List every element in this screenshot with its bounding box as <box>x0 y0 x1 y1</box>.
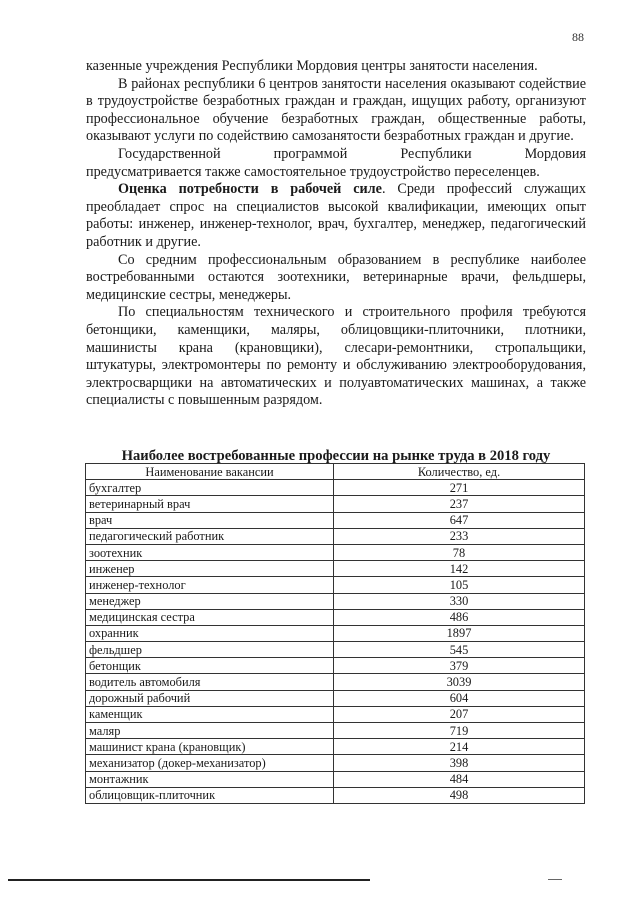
vacancy-quantity: 719 <box>334 723 585 739</box>
vacancy-quantity: 398 <box>334 755 585 771</box>
paragraph-3-line-1: Государственной программой Республики Мордовия <box>118 145 586 162</box>
vacancy-quantity: 484 <box>334 771 585 787</box>
vacancy-quantity: 647 <box>334 512 585 528</box>
vacancy-quantity: 486 <box>334 609 585 625</box>
table-row <box>86 739 585 755</box>
vacancy-name: менеджер <box>86 593 334 609</box>
paragraph-4-bold-lead: Оценка потребности в рабочей силе <box>118 181 382 198</box>
page-bottom-rule <box>8 879 370 881</box>
paragraph-4 <box>86 181 586 251</box>
table-row <box>86 771 585 787</box>
vacancy-quantity: 604 <box>334 690 585 706</box>
vacancy-name: каменщик <box>86 706 334 722</box>
table-row <box>86 658 585 674</box>
vacancy-quantity: 207 <box>334 706 585 722</box>
table-row <box>86 480 585 496</box>
vacancy-name: медицинская сестра <box>86 609 334 625</box>
vacancy-quantity: 498 <box>334 787 585 803</box>
vacancy-name: монтажник <box>86 771 334 787</box>
table-title: Наиболее востребованные профессии на рынке труда в 2018 году <box>121 448 551 464</box>
vacancy-quantity: 237 <box>334 496 585 512</box>
table-row <box>86 642 585 658</box>
paragraph-1: казенные учреждения Республики Мордовия центры занятости населения. <box>86 58 538 74</box>
table-row <box>86 723 585 739</box>
vacancy-quantity: 105 <box>334 577 585 593</box>
vacancy-quantity: 78 <box>334 544 585 560</box>
table-row <box>86 755 585 771</box>
paragraph-3-line-2: предусматривается также самостоятельное трудоустройство переселенцев. <box>86 163 540 180</box>
vacancy-name: облицовщик-плиточник <box>86 787 334 803</box>
vacancy-name: водитель автомобиля <box>86 674 334 690</box>
table-header-row <box>86 464 585 480</box>
table-row <box>86 577 585 593</box>
vacancies-table <box>85 463 585 804</box>
vacancy-quantity: 271 <box>334 480 585 496</box>
paragraph-2: В районах республики 6 центров занятости населения оказывают содействие в трудоустройстве безработных граждан и граждан, ищущих работу, организуют профессиональное обучение безработных граждан, общественные работы, оказывают услуги по содействию самозанятости безработных граждан и другие. <box>86 75 586 145</box>
vacancy-name: педагогический работник <box>86 528 334 544</box>
header-vacancy-name: Наименование вакансии <box>86 464 334 480</box>
header-quantity: Количество, ед. <box>334 464 585 480</box>
vacancy-quantity: 330 <box>334 593 585 609</box>
table-row <box>86 787 585 803</box>
vacancy-name: маляр <box>86 723 334 739</box>
vacancy-quantity: 545 <box>334 642 585 658</box>
page-bottom-mark <box>548 879 562 880</box>
vacancy-name: инженер-технолог <box>86 577 334 593</box>
vacancy-name: бетонщик <box>86 658 334 674</box>
table-row <box>86 512 585 528</box>
vacancy-name: фельдшер <box>86 642 334 658</box>
table-row <box>86 496 585 512</box>
vacancy-quantity: 142 <box>334 561 585 577</box>
table-row <box>86 625 585 641</box>
page-number: 88 <box>572 30 584 44</box>
vacancy-name: машинист крана (крановщик) <box>86 739 334 755</box>
table-row <box>86 593 585 609</box>
vacancy-quantity: 3039 <box>334 674 585 690</box>
vacancy-quantity: 214 <box>334 739 585 755</box>
paragraph-6: По специальностям технического и строительного профиля требуются бетонщики, каменщики, маляры, облицовщики-плиточники, плотники, машинисты крана (крановщики), слесари-ремонтники, стропальщики, штукатуры, электромонтеры по ремонту и обслуживанию электрооборудования, электросварщики на автоматических и полуавтоматических машинах, а также специалисты с повышенным разрядом. <box>86 304 586 409</box>
table-row <box>86 674 585 690</box>
vacancy-name: зоотехник <box>86 544 334 560</box>
vacancy-name: механизатор (докер-механизатор) <box>86 755 334 771</box>
paragraph-5: Со средним профессиональным образованием в республике наиболее востребованными остаются зоотехники, ветеринарные врачи, фельдшеры, медицинские сестры, менеджеры. <box>86 251 586 303</box>
table-row <box>86 706 585 722</box>
vacancy-name: инженер <box>86 561 334 577</box>
table-row <box>86 528 585 544</box>
vacancy-quantity: 1897 <box>334 625 585 641</box>
vacancy-name: врач <box>86 512 334 528</box>
vacancy-name: ветеринарный врач <box>86 496 334 512</box>
vacancy-name: бухгалтер <box>86 480 334 496</box>
table-row <box>86 609 585 625</box>
vacancy-quantity: 233 <box>334 528 585 544</box>
table-row <box>86 561 585 577</box>
table-row <box>86 690 585 706</box>
vacancy-quantity: 379 <box>334 658 585 674</box>
vacancy-name: дорожный рабочий <box>86 690 334 706</box>
paragraph-4-text: . Среди профессий служащих преобладает спрос на специалистов высокой квалификации, имеющих опыт работы: инженер, инженер-технолог, врач, бухгалтер, менеджер, педагогический работник и другие. <box>86 181 586 250</box>
table-row <box>86 544 585 560</box>
vacancy-name: охранник <box>86 625 334 641</box>
body-text <box>86 58 586 410</box>
